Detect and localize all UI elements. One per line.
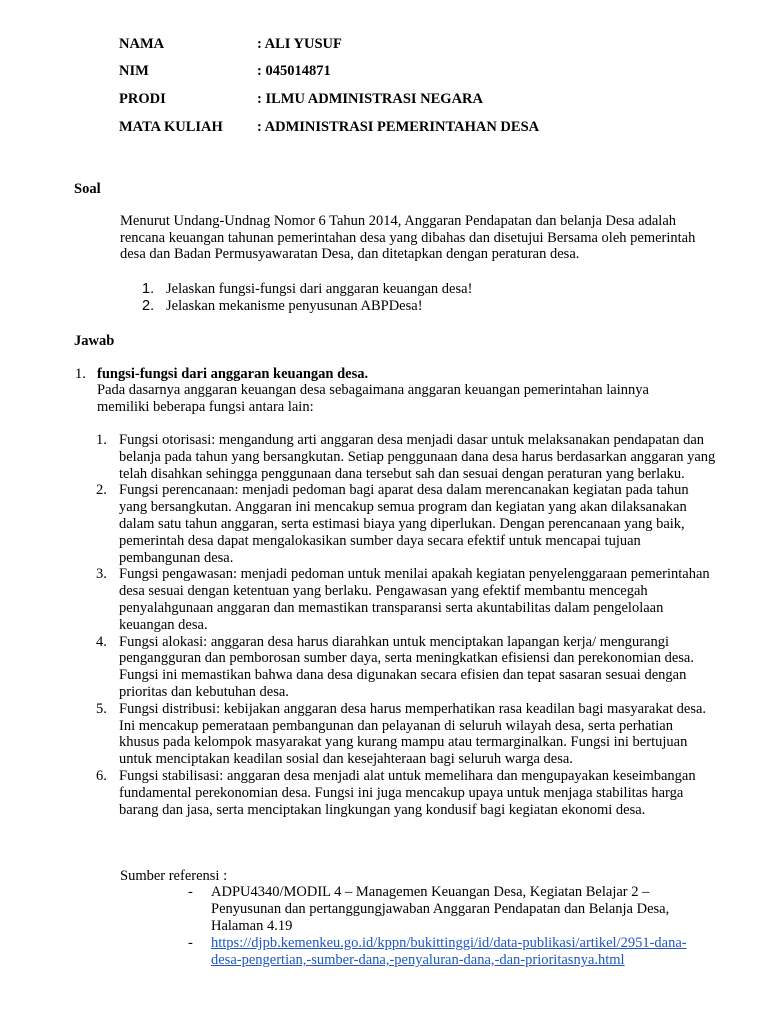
answer-title-period: .	[364, 366, 369, 382]
answer-intro: Pada dasarnya anggaran keuangan desa sebagaimana anggaran keuangan pemerintahan lainnya memiliki beberapa fungsi antara lain:	[97, 382, 649, 415]
header-label: PRODI	[119, 91, 166, 107]
header-value: : 045014871	[257, 63, 331, 79]
list-item	[142, 281, 702, 298]
header-label: NAMA	[119, 36, 165, 52]
list-item	[96, 634, 716, 701]
jawab-heading: Jawab	[74, 333, 115, 349]
question-text: Jelaskan mekanisme penyusunan ABPDesa!	[166, 298, 423, 314]
question-text: Jelaskan fungsi-fungsi dari anggaran keuangan desa!	[166, 281, 473, 297]
header-label: MATA KULIAH	[119, 119, 223, 135]
answer-title-text: fungsi-fungsi dari anggaran keuangan desa	[97, 366, 365, 382]
function-number: 4.	[96, 633, 107, 650]
reference-link[interactable]: https://djpb.kemenkeu.go.id/kppn/bukittinggi/id/data-publikasi/artikel/2951-dana-desa-pengertian,-sumber-dana,-penyaluran-dana,-dan-prioritasnya.html	[211, 935, 687, 968]
header-value: : ADMINISTRASI PEMERINTAHAN DESA	[257, 119, 540, 135]
function-number: 2.	[96, 482, 107, 499]
soal-heading: Soal	[74, 181, 101, 197]
function-number: 5.	[96, 700, 107, 717]
list-item	[96, 701, 716, 768]
answer-number: 1.	[75, 366, 86, 382]
list-item	[96, 482, 716, 566]
function-text: Fungsi distribusi: kebijakan anggaran desa harus memperhatikan rasa keadilan bagi masyarakat desa. Ini mencakup pemerataan pembangunan dan pelayanan di seluruh wilayah desa, serta perhatian khusus pada kelompok masyarakat yang kurang mampu atau termarginalkan. Fungsi ini bertujuan untuk menciptakan keadilan sosial dan kesejahteraan bagi seluruh warga desa.	[119, 700, 707, 768]
function-number: 3.	[96, 566, 107, 583]
function-list	[96, 432, 716, 818]
list-item	[96, 566, 716, 633]
list-item	[96, 432, 716, 482]
question-number: 2.	[142, 298, 155, 314]
soal-paragraph: Menurut Undang-Undnag Nomor 6 Tahun 2014, Anggaran Pendapatan dan belanja Desa adalah rencana keuangan tahunan pemerintahan desa yang dibahas dan disetujui Bersama oleh pemerintah desa dan Badan Permusyawaratan Desa, dan ditetapkan dengan peraturan desa.	[120, 213, 696, 263]
function-text: Fungsi stabilisasi: anggaran desa menjadi alat untuk memelihara dan mengupayakan keseimbangan fundamental perekonomian desa. Fungsi ini juga mencakup upaya untuk menjaga stabilitas harga barang dan jasa, serta menciptakan lingkungan yang kondusif bagi kegiatan ekonomi desa.	[119, 767, 696, 818]
function-text: Fungsi perencanaan: menjadi pedoman bagi aparat desa dalam merencanakan kegiatan pada tahun yang bersangkutan. Anggaran ini mencakup semua program dan kegiatan yang akan dilaksanakan dalam satu tahun anggaran, serta estimasi biaya yang diperlukan. Dengan perencanaan yang baik, pemerintah desa dapat mengalokasikan sumber daya secara efektif untuk mencapai tujuan pembangunan desa.	[119, 482, 689, 566]
references-heading: Sumber referensi :	[120, 868, 228, 884]
reference-dash: -	[188, 884, 193, 900]
function-text: Fungsi alokasi: anggaran desa harus diarahkan untuk menciptakan lapangan kerja/ mengurangi pengangguran dan pemborosan sumber daya, serta meningkatkan efisiensi dan perekonomian desa. Fungsi ini memastikan bahwa dana desa digunakan secara efisien dan tepat sasaran sesuai dengan prioritas dan kebutuhan desa.	[119, 633, 694, 700]
list-item	[188, 884, 708, 935]
reference-dash: -	[188, 935, 193, 951]
answer-title	[97, 366, 368, 383]
list-item	[142, 298, 702, 315]
header-value: : ALI YUSUF	[257, 36, 342, 52]
list-item	[188, 935, 708, 969]
function-text: Fungsi pengawasan: menjadi pedoman untuk menilai apakah kegiatan penyelenggaraan pemerintahan desa sesuai dengan ketentuan yang berlaku. Pengawasan yang efektif membantu mencegah penyalahgunaan anggaran dan memastikan transparansi serta akuntabilitas dalam pengelolaan keuangan desa.	[119, 566, 710, 633]
header-label: NIM	[119, 63, 149, 79]
reference-text: ADPU4340/MODIL 4 – Managemen Keuangan Desa, Kegiatan Belajar 2 – Penyusunan dan pertanggungjawaban Anggaran Pendapatan dan Belanja Desa, Halaman 4.19	[211, 884, 670, 934]
question-list	[142, 281, 702, 315]
reference-list	[188, 884, 708, 969]
header-value: : ILMU ADMINISTRASI NEGARA	[257, 91, 483, 107]
question-number: 1.	[142, 281, 155, 297]
function-number: 6.	[96, 767, 107, 784]
function-text: Fungsi otorisasi: mengandung arti anggaran desa menjadi dasar untuk melaksanakan pendapatan dan belanja pada tahun yang bersangkutan. Setiap penggunaan dana desa harus berdasarkan anggaran yang telah disahkan sehingga penggunaan dana tersebut sah dan sesuai dengan peraturan yang berlaku.	[119, 432, 716, 482]
list-item	[96, 768, 716, 818]
function-number: 1.	[96, 432, 107, 448]
